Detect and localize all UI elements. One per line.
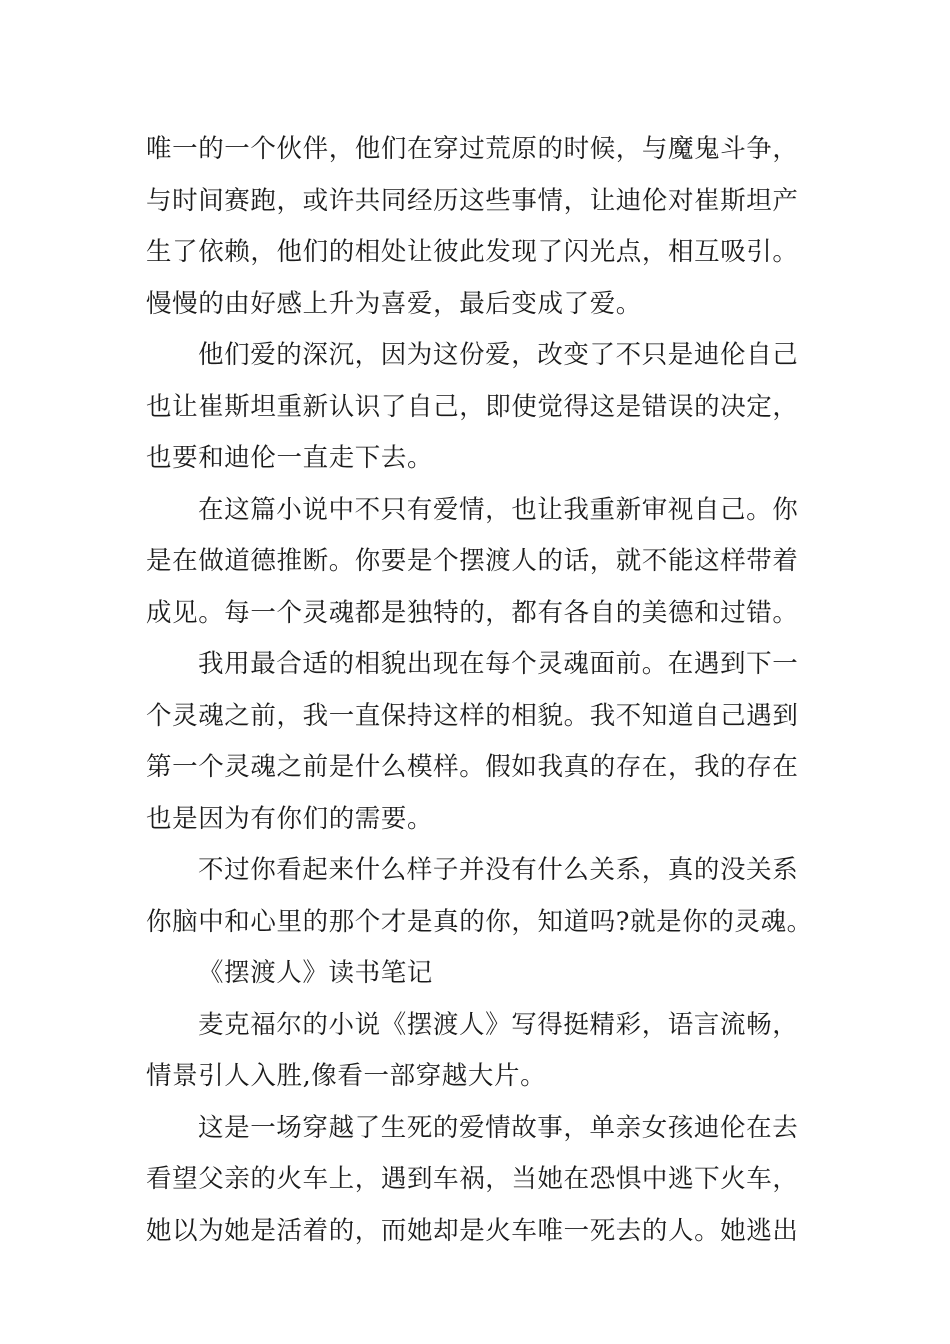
text-line: 唯一的一个伙伴，他们在穿过荒原的时候，与魔鬼斗争， <box>146 134 799 164</box>
text-line: 情景引人入胜,像看一部穿越大片。 <box>146 1061 547 1091</box>
text-line: 慢慢的由好感上升为喜爱，最后变成了爱。 <box>146 288 642 319</box>
text-line: 也要和迪伦一直走下去。 <box>146 443 434 473</box>
text-line: 生了依赖，他们的相处让彼此发现了闪光点，相互吸引。 <box>146 237 799 267</box>
body-text <box>146 124 813 1257</box>
text-line: 第一个灵魂之前是什么模样。假如我真的存在，我的存在 <box>146 752 799 782</box>
paragraph-first-line: 他们爱的深沉，因为这份爱，改变了不只是迪伦自己 <box>198 340 799 370</box>
section-heading: 《摆渡人》读书笔记 <box>198 958 433 988</box>
paragraph-first-line: 我用最合适的相貌出现在每个灵魂面前。在遇到下一 <box>198 649 799 679</box>
text-line: 个灵魂之前，我一直保持这样的相貌。我不知道自己遇到 <box>146 700 799 731</box>
text-line: 看望父亲的火车上，遇到车祸，当她在恐惧中逃下火车， <box>146 1164 799 1194</box>
paragraph-first-line: 在这篇小说中不只有爱情，也让我重新审视自己。你 <box>198 494 799 525</box>
text-line: 你脑中和心里的那个才是真的你，知道吗?就是你的灵魂。 <box>146 906 813 937</box>
text-line: 成见。每一个灵魂都是独特的，都有各自的美德和过错。 <box>146 597 799 628</box>
text-line: 与时间赛跑，或许共同经历这些事情，让迪伦对崔斯坦产 <box>146 185 799 216</box>
text-line: 也是因为有你们的需要。 <box>146 803 434 834</box>
text-line: 她以为她是活着的，而她却是火车唯一死去的人。她逃出 <box>146 1215 799 1246</box>
paragraph-first-line: 麦克福尔的小说《摆渡人》写得挺精彩，语言流畅， <box>198 1009 799 1040</box>
paragraph-first-line: 不过你看起来什么样子并没有什么关系，真的没关系 <box>198 855 799 885</box>
paragraph-first-line: 这是一场穿越了生死的爱情故事，单亲女孩迪伦在去 <box>198 1112 799 1143</box>
text-line: 也让崔斯坦重新认识了自己，即使觉得这是错误的决定， <box>146 391 799 422</box>
text-line: 是在做道德推断。你要是个摆渡人的话，就不能这样带着 <box>146 546 799 576</box>
